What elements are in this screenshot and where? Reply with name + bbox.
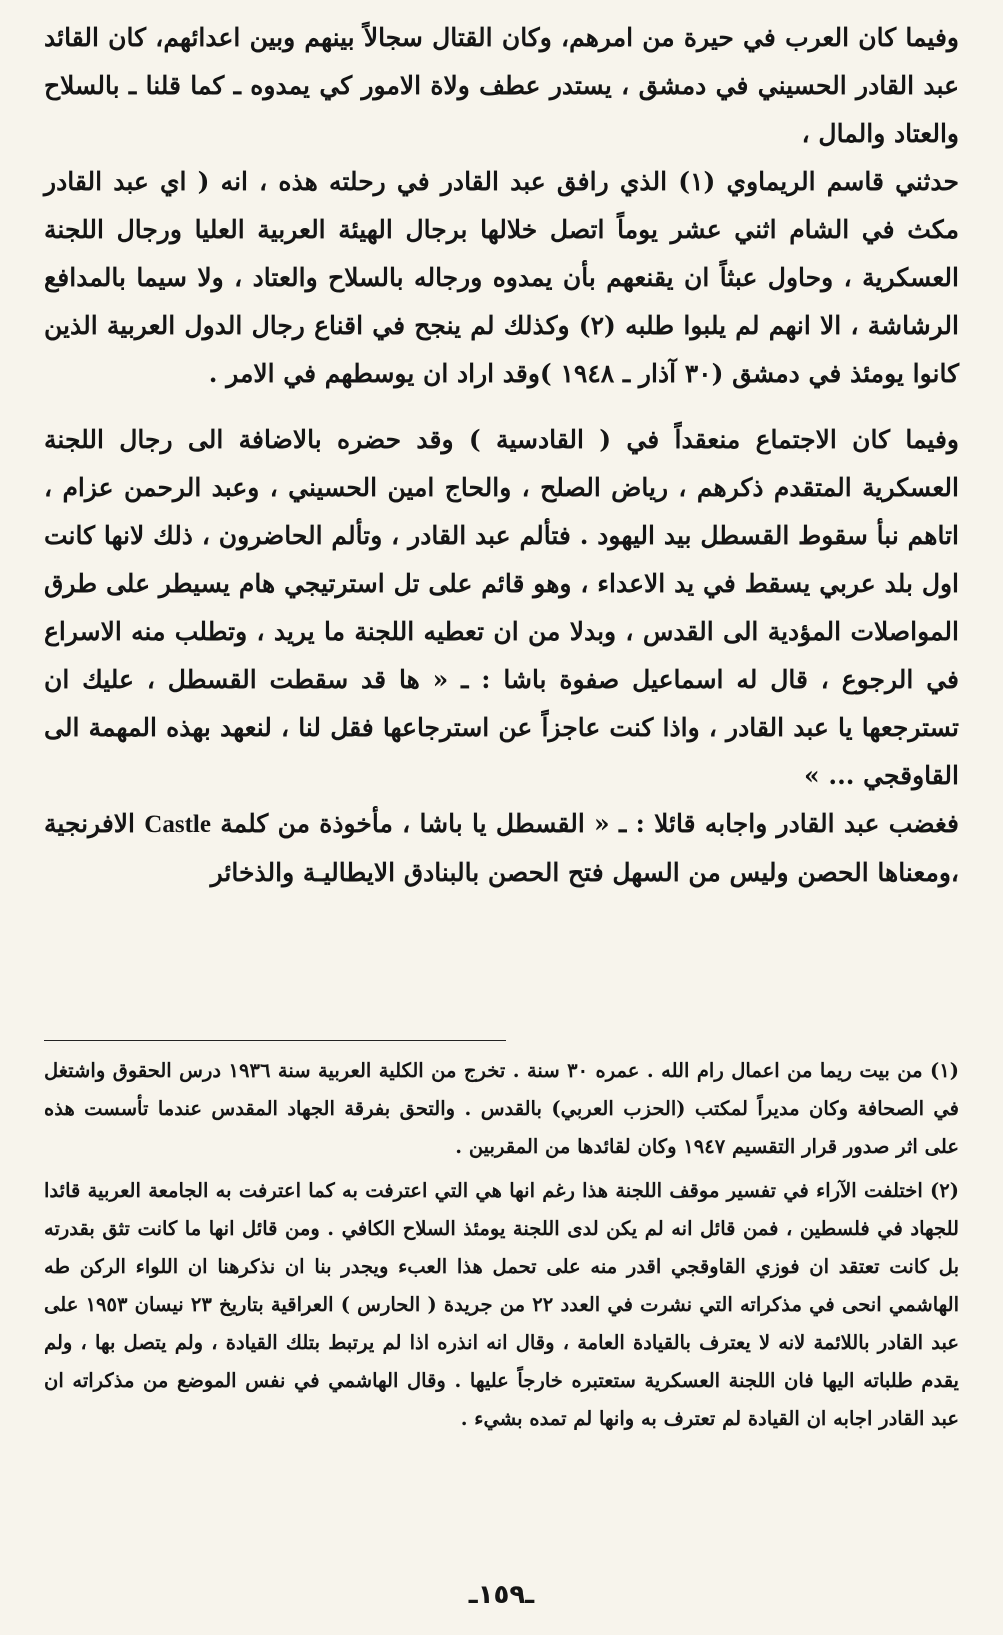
footnote-1: (١) من بيت ريما من اعمال رام الله . عمره ٣٠ سنة . تخرج من الكلية العربية سنة ١٩٣٦ درس الحقوق واشتغل في الصحافة وكان مديراً لمكتب (الحزب العربي) بالقدس . والتحق بفرقة الجهاد المقدس عندما تأسست هذه على اثر صدور قرار التقسيم ١٩٤٧ وكان لقائدها من المقربين . bbox=[44, 1059, 959, 1158]
paragraph-4 bbox=[44, 800, 959, 897]
paragraph-2: حدثني قاسم الريماوي (١) الذي رافق عبد القادر في رحلته هذه ، انه ( اي عبد القادر مكث في الشام اثني عشر يوماً اتصل خلالها برجال الهيئة العربية العليا ورجال اللجنة العسكرية ، وحاول عبثاً ان يقنعهم بأن يمدوه ورجاله بالسلاح والعتاد ، ولا سيما بالمدافع الرشاشة ، الا انهم لم يلبوا طلبه (٢) وكذلك لم ينجح في اقناع رجال الدول العربية الذين كانوا يومئذ في دمشق (٣٠ آذار ـ ١٩٤٨ )وقد اراد ان يوسطهم في الامر . bbox=[44, 167, 959, 388]
paragraph-4-start: فغضب عبد القادر واجابه قائلا : ـ « القسطل يا باشا ، مأخوذة من كلمة bbox=[220, 809, 959, 838]
footnotes bbox=[44, 1052, 959, 1438]
paragraph-1: وفيما كان العرب في حيرة من امرهم، وكان القتال سجالاً بينهم وبين اعدائهم، كان القائد عبد القادر الحسيني في دمشق ، يستدر عطف ولاة الامور كي يمدوه ـ كما قلنا ـ بالسلاح والعتاد والمال ، bbox=[44, 23, 959, 148]
paragraph-3: وفيما كان الاجتماع منعقداً في ( القادسية ) وقد حضره بالاضافة الى رجال اللجنة العسكرية المتقدم ذكرهم ، رياض الصلح ، والحاج امين الحسيني ، وعبد الرحمن عزام ، اتاهم نبأ سقوط القسطل بيد اليهود . فتألم عبد القادر ، وتألم الحاضرون ، ذلك لانها كانت اول بلد عربي يسقط في يد الاعداء ، وهو قائم على تل استرتيجي هام يسيطر على طرق المواصلات المؤدية الى القدس ، وبدلا من ان تعطيه اللجنة ما يريد ، وتطلب منه الاسراع في الرجوع ، قال له اسماعيل صفوة باشا : ـ « ها قد سقطت القسطل ، عليك ان تسترجعها يا عبد القادر ، واذا كنت عاجزاً عن استرجاعها فقل لنا ، لنعهد بهذه المهمة الى القاوقجي ... » bbox=[44, 425, 959, 790]
page-number: ـ١٥٩ـ bbox=[468, 1580, 535, 1610]
footnote-separator bbox=[44, 1040, 506, 1041]
footnote-2: (٢) اختلفت الآراء في تفسير موقف اللجنة هذا رغم انها هي التي اعترفت به كما اعترفت به الجامعة العربية قائدا للجهاد في فلسطين ، فمن قائل انه لم يكن لدى اللجنة يومئذ السلاح الكافي . ومن قائل انها ما كانت تثق بقدرته بل كانت تعتقد ان فوزي القاوقجي اقدر منه على تحمل هذا العبء ويجدر بنا ان نذكرهنا ان اللواء الركن طه الهاشمي انحى في مذكراته التي نشرت في العدد ٢٢ من جريدة ( الحارس ) العراقية بتاريخ ٢٣ نيسان ١٩٥٣ على عبد القادر باللائمة لانه لا يعترف بالقيادة العامة ، وقال انه انذره اذا لم يرتبط بتلك القيادة ، ولم يتصل بها ، ولم يقدم طلباته اليها فان اللجنة العسكرية ستعتبره خارجاً عليها . وقال الهاشمي في نفس الموضع من مذكراته ان عبد القادر اجابه ان القيادة لم تعترف به وانها لم تمده بشيء . bbox=[44, 1179, 960, 1430]
paragraph-4-end: الافرنجية ،ومعناها الحصن وليس من السهل فتح الحصن بالبنادق الايطاليـة والذخائر bbox=[44, 809, 959, 887]
latin-word: Castle bbox=[144, 811, 211, 838]
main-text bbox=[44, 14, 959, 897]
